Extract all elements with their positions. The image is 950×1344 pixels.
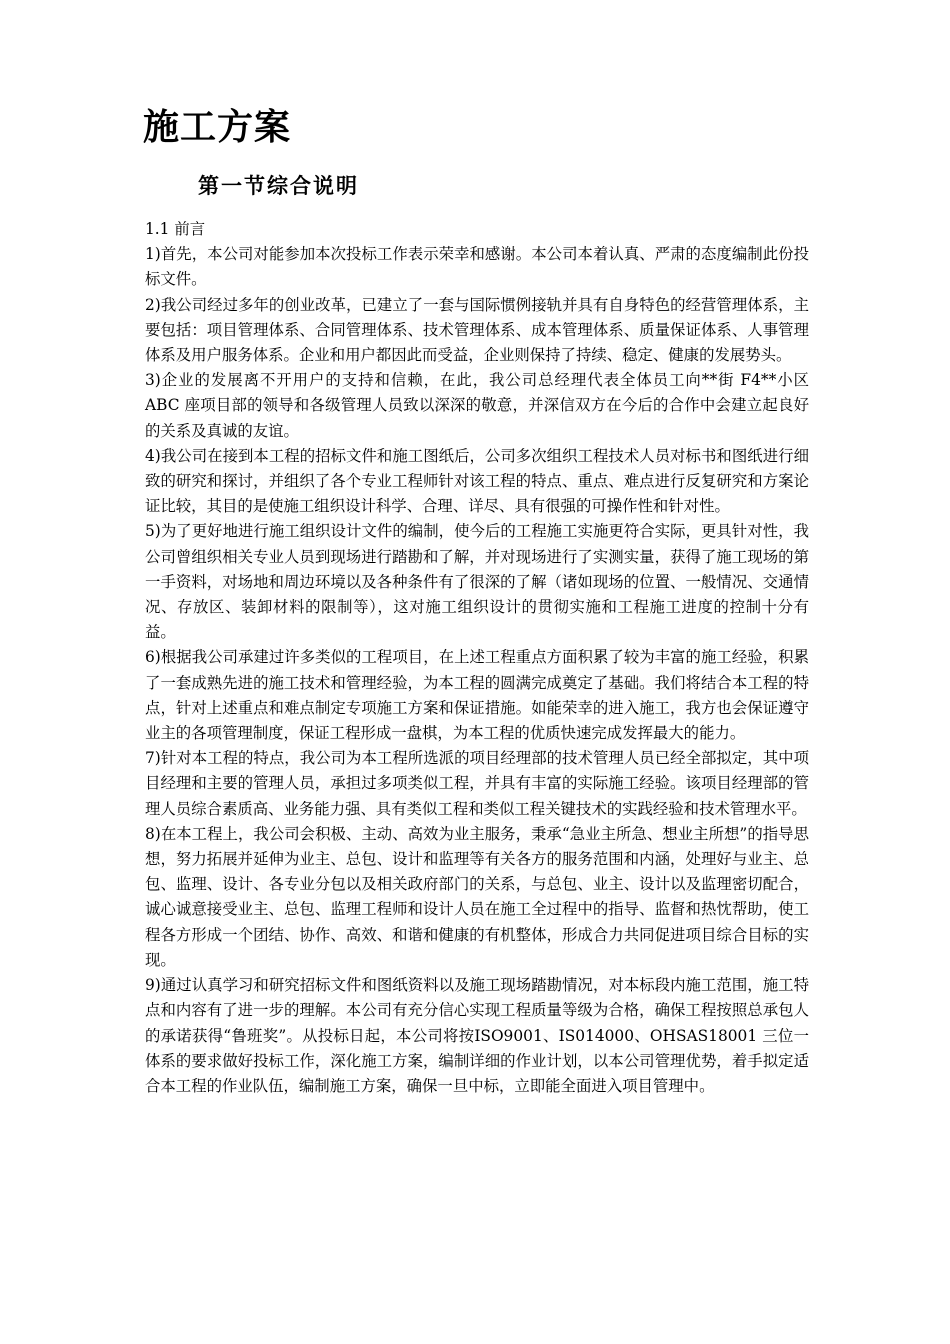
paragraph-1: 1)首先，本公司对能参加本次投标工作表示荣幸和感谢。本公司本着认真、严肃的态度编制此份投标文件。 — [145, 245, 809, 289]
paragraph-5: 5)为了更好地进行施工组织设计文件的编制，使今后的工程施工实施更符合实际，更具针对性，我公司曾组织相关专业人员到现场进行踏勘和了解，并对现场进行了实测实量，获得了施工现场的第一手资料，对场地和周边环境以及各种条件有了很深的了解（诸如现场的位置、一般情况、交通情况、存放区、装卸材料的限制等），这对施工组织设计的贯彻实施和工程施工进度的控制十分有益。 — [145, 522, 809, 642]
paragraph-9: 9)通过认真学习和研究招标文件和图纸资料以及施工现场踏勘情况，对本标段内施工范围，施工特点和内容有了进一步的理解。本公司有充分信心实现工程质量等级为合格，确保工程按照总承包人的承诺获得“鲁班奖”。从投标日起，本公司将按ISO9001、IS014000、OHSAS18001 三位一体系的要求做好投标工作，深化施工方案，编制详细的作业计划，以本公司管理优势，着手拟定适合本工程的作业队伍，编制施工方案，确保一旦中标，立即能全面进入项目管理中。 — [145, 976, 809, 1095]
document-title: 施工方案 — [143, 106, 292, 148]
section-title: 第一节综合说明 — [198, 173, 359, 198]
paragraph-3: 3)企业的发展离不开用户的支持和信赖，在此，我公司总经理代表全体员工向**街 F4**小区 ABC 座项目部的领导和各级管理人员致以深深的敬意，并深信双方在今后的合作中会建立起良好的关系及真诚的友谊。 — [145, 371, 809, 440]
paragraph-6: 6)根据我公司承建过许多类似的工程项目，在上述工程重点方面积累了较为丰富的施工经验，积累了一套成熟先进的施工技术和管理经验，为本工程的圆满完成奠定了基础。我们将结合本工程的特点，针对上述重点和难点制定专项施工方案和保证措施。如能荣幸的进入施工，我方也会保证遵守业主的各项管理制度，保证工程形成一盘棋，为本工程的优质快速完成发挥最大的能力。 — [145, 648, 809, 743]
subsection-heading: 1.1 前言 — [145, 220, 206, 238]
paragraph-7: 7)针对本工程的特点，我公司为本工程所选派的项目经理部的技术管理人员已经全部拟定，其中项目经理和主要的管理人员，承担过多项类似工程，并具有丰富的实际施工经验。该项目经理部的管理人员综合素质高、业务能力强、具有类似工程和类似工程关键技术的实践经验和技术管理水平。 — [145, 749, 809, 818]
paragraph-8: 8)在本工程上，我公司会积极、主动、高效为业主服务，秉承“急业主所急、想业主所想”的指导思想，努力拓展并延伸为业主、总包、设计和监理等有关各方的服务范围和内涵，处理好与业主、总包、监理、设计、各专业分包以及相关政府部门的关系，与总包、业主、设计以及监理密切配合，诚心诚意接受业主、总包、监理工程师和设计人员在施工全过程中的指导、监督和热忱帮助，使工程各方形成一个团结、协作、高效、和谐和健康的有机整体，形成合力共同促进项目综合目标的实现。 — [145, 824, 809, 969]
paragraph-4: 4)我公司在接到本工程的招标文件和施工图纸后，公司多次组织工程技术人员对标书和图纸进行细致的研究和探讨，并组织了各个专业工程师针对该工程的特点、重点、难点进行反复研究和方案论证比较，其目的是使施工组织设计科学、合理、详尽、具有很强的可操作性和针对性。 — [145, 446, 809, 516]
paragraph-2: 2)我公司经过多年的创业改革，已建立了一套与国际惯例接轨并具有自身特色的经营管理体系，主要包括：项目管理体系、合同管理体系、技术管理体系、成本管理体系、质量保证体系、人事管理体系及用户服务体系。企业和用户都因此而受益，企业则保持了持续、稳定、健康的发展势头。 — [145, 295, 809, 365]
document-body — [145, 217, 809, 1099]
